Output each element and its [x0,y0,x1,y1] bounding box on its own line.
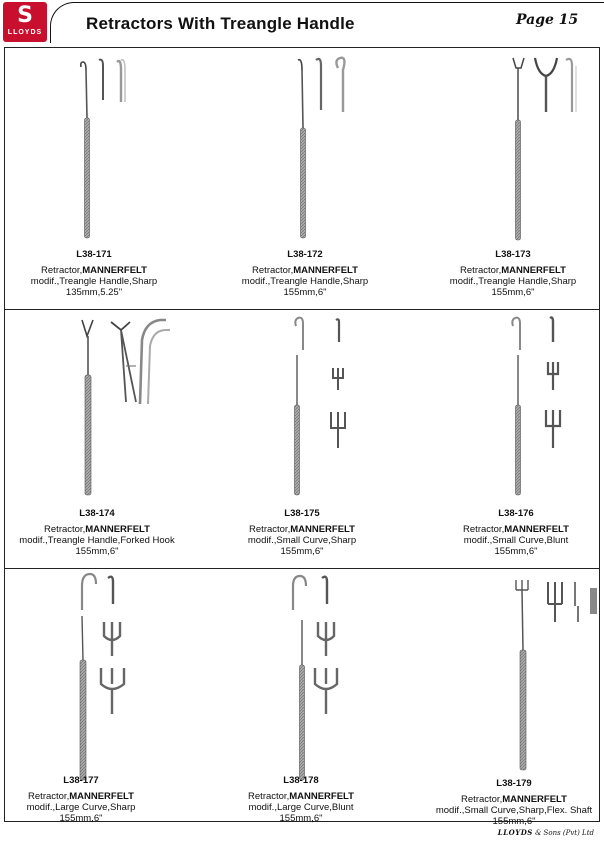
product-type: Retractor, [461,794,503,805]
product-size: 155mm,6" [75,546,119,557]
product-line-2: modif.,Small Curve,Sharp,Flex. Shaft [435,805,593,816]
product-type: Retractor, [463,524,505,535]
product-brand: MANNERFELT [289,791,354,802]
product-code: L38-175 [284,508,320,519]
product-l38-179 [422,778,604,827]
product-size: 155mm,6" [59,813,103,824]
product-size: 155mm,6" [279,813,323,824]
logo-letter: S [17,3,33,28]
product-code: L38-177 [63,775,99,786]
footer-rest: & Sons (Pvt) Ltd [532,829,594,837]
product-line-1 [0,265,189,276]
product-brand: MANNERFELT [85,524,150,535]
product-line-1 [207,524,397,535]
product-type: Retractor, [252,265,294,276]
product-line-2: modif.,Large Curve,Sharp [26,802,136,813]
instrument-l38-176 [512,318,560,496]
product-l38-175 [207,508,397,557]
instrument-l38-171 [81,60,125,238]
product-type: Retractor, [460,265,502,276]
product-brand: MANNERFELT [82,265,147,276]
product-brand: MANNERFELT [502,794,567,805]
product-code: L38-179 [496,778,532,789]
instrument-l38-178 [293,576,337,780]
product-code: L38-176 [498,508,534,519]
product-brand: MANNERFELT [293,265,358,276]
product-line-2: modif.,Large Curve,Blunt [248,802,354,813]
product-l38-177 [0,775,176,824]
product-size: 155mm,6" [491,287,535,298]
product-code: L38-178 [283,775,319,786]
product-line-2: modif.,Small Curve,Sharp [247,535,357,546]
product-line-2: modif.,Treangle Handle,Sharp [30,276,158,287]
product-line-2: modif.,Treangle Handle,Sharp [449,276,577,287]
product-brand: MANNERFELT [501,265,566,276]
product-code: L38-174 [79,508,115,519]
product-line-2: modif.,Treangle Handle,Sharp [241,276,369,287]
product-size: 155mm,6" [283,287,327,298]
product-size: 155mm,6" [280,546,324,557]
product-l38-174 [2,508,192,557]
product-line-1 [418,265,604,276]
product-l38-176 [421,508,604,557]
page-number: Page 15 [516,12,579,28]
product-line-1 [422,794,604,805]
product-brand: MANNERFELT [504,524,569,535]
page-title: Retractors With Treangle Handle [86,14,355,33]
product-size: 135mm,5.25" [65,287,123,298]
product-code: L38-172 [287,249,323,260]
product-brand: MANNERFELT [69,791,134,802]
instrument-l38-175 [295,318,346,495]
product-line-2: modif.,Treangle Handle,Forked Hook [19,535,175,546]
footer-brand: LLOYDS [497,828,533,837]
product-line-2: modif.,Small Curve,Blunt [463,535,569,546]
product-type: Retractor, [44,524,86,535]
footer-company [498,828,594,837]
product-type: Retractor, [41,265,83,276]
product-type: Retractor, [28,791,70,802]
instrument-l38-172 [298,58,344,238]
instrument-l38-179 [516,580,597,770]
product-size: 155mm,6" [492,816,536,827]
product-line-1 [206,791,396,802]
product-l38-173 [418,249,604,298]
product-l38-171 [0,249,189,298]
instrument-l38-174 [82,320,170,495]
product-size: 155mm,6" [494,546,538,557]
logo-brand: LLOYDS [7,29,43,36]
product-l38-172 [210,249,400,298]
product-type: Retractor, [248,791,290,802]
product-line-1 [0,791,176,802]
product-l38-178 [206,775,396,824]
product-code: L38-171 [76,249,112,260]
product-line-1 [2,524,192,535]
product-brand: MANNERFELT [290,524,355,535]
instrument-l38-173 [513,58,576,240]
product-line-1 [210,265,400,276]
instrument-l38-177 [80,574,124,780]
product-code: L38-173 [495,249,531,260]
product-line-1 [421,524,604,535]
product-type: Retractor, [249,524,291,535]
